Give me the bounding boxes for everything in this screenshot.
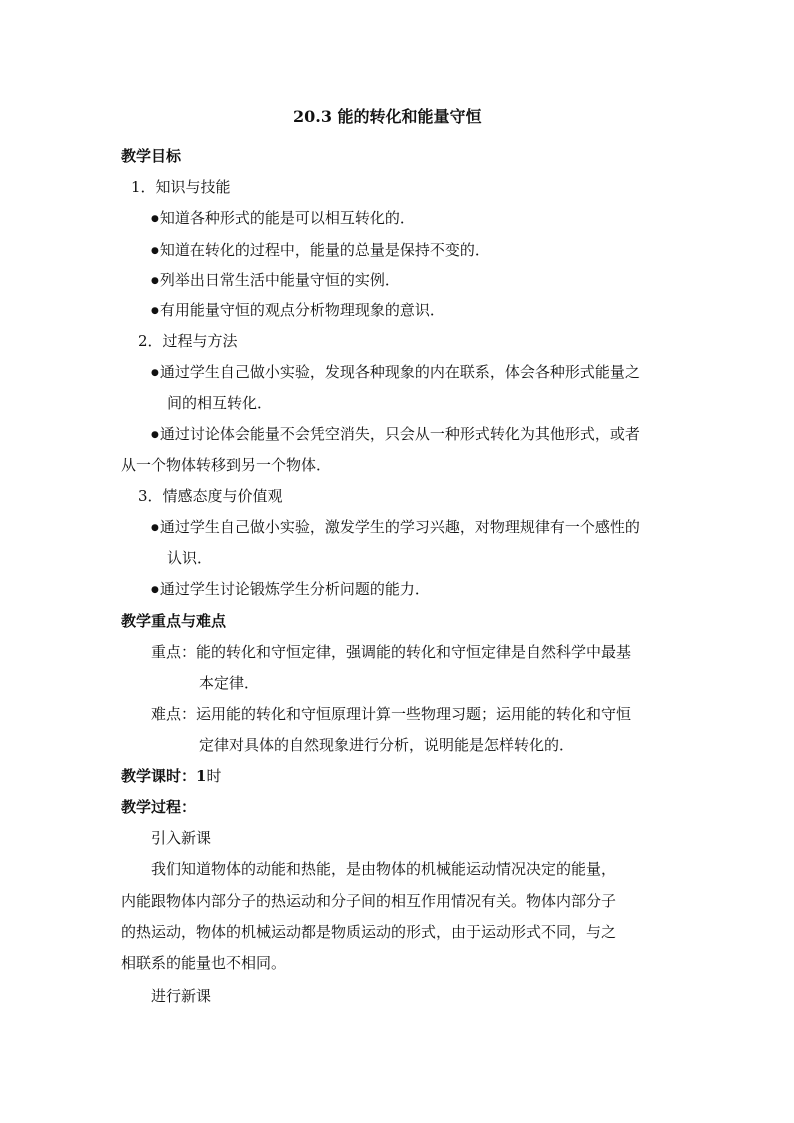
- goals-s2-item-1-cont: 间的相互转化．: [167, 394, 273, 412]
- intro-line-2: 内能跟物体内部分子的热运动和分子间的相互作用情况有关。物体内部分子: [121, 892, 617, 910]
- intro-line-3: 的热运动，物体的机械运动都是物质运动的形式，由于运动形式不同，与之: [121, 923, 617, 941]
- goals-section-2-label: 2．过程与方法: [138, 332, 238, 350]
- focus-line-2: 本定律．: [199, 674, 260, 692]
- goals-s2-item-2: ● 通过讨论体会能量不会凭空消失，只会从一种形式转化为其他形式，或者: [151, 424, 640, 445]
- difficulty-line-1: 难点：运用能的转化和守恒原理计算一些物理习题；运用能的转化和守恒: [151, 705, 632, 723]
- goals-s2-item-1: ● 通过学生自己做小实验，发现各种现象的内在联系，体会各种形式能量之: [151, 362, 640, 383]
- goals-s3-item-2: ● 通过学生讨论锻炼学生分析问题的能力．: [151, 579, 430, 600]
- goals-s1-item-4: ● 有用能量守恒的观点分析物理现象的意识．: [151, 300, 445, 321]
- intro-label: 引入新课: [151, 829, 212, 847]
- process-heading: 教学过程：: [121, 798, 197, 816]
- class-hours-label: 教学课时：: [121, 767, 197, 785]
- class-hours-unit: 时: [206, 767, 222, 785]
- goals-section-1-label: 1．知识与技能: [131, 178, 231, 196]
- goals-heading: 教学目标: [121, 147, 182, 165]
- goals-s1-item-3: ● 列举出日常生活中能量守恒的实例．: [151, 270, 400, 291]
- intro-line-1: 我们知道物体的动能和热能，是由物体的机械能运动情况决定的能量，: [151, 860, 617, 878]
- new-lesson-label: 进行新课: [151, 987, 212, 1005]
- goals-section-3-label: 3．情感态度与价值观: [138, 487, 283, 505]
- class-hours-value: 1: [196, 767, 207, 785]
- goals-s1-item-1: ● 知道各种形式的能是可以相互转化的．: [151, 208, 415, 229]
- class-hours: [121, 766, 221, 786]
- intro-line-4: 相联系的能量也不相同。: [121, 954, 287, 972]
- goals-s1-item-2: ● 知道在转化的过程中，能量的总量是保持不变的．: [151, 240, 490, 261]
- key-heading: 教学重点与难点: [121, 612, 227, 630]
- goals-s3-item-1: ● 通过学生自己做小实验，激发学生的学习兴趣，对物理规律有一个感性的: [151, 517, 640, 538]
- focus-line-1: 重点：能的转化和守恒定律，强调能的转化和守恒定律是自然科学中最基: [151, 643, 632, 661]
- page-title: 20.3 能的转化和能量守恒: [293, 107, 482, 126]
- goals-s3-item-1-cont: 认识．: [167, 549, 213, 567]
- goals-s2-item-2-cont: 从一个物体转移到另一个物体．: [121, 456, 332, 474]
- difficulty-line-2: 定律对具体的自然现象进行分析，说明能是怎样转化的．: [199, 736, 575, 754]
